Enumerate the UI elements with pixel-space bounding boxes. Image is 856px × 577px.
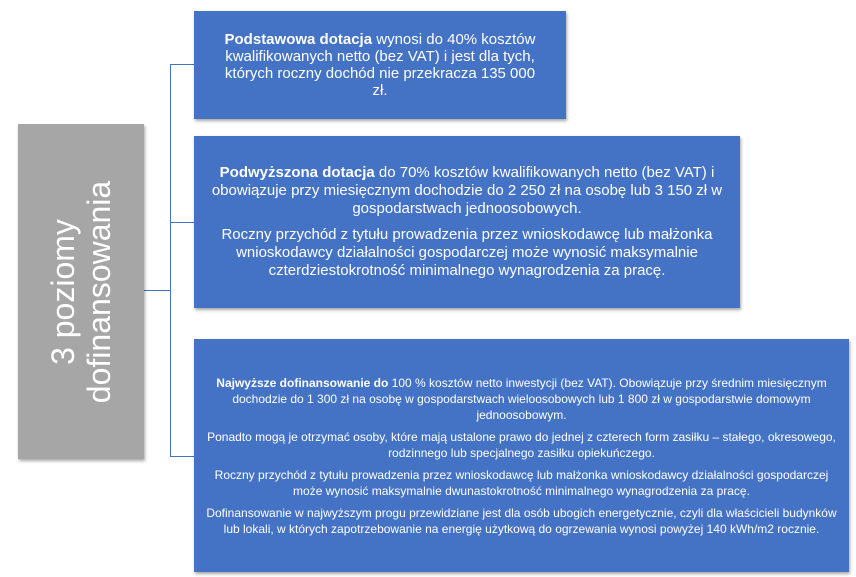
connector-branch-1 <box>170 64 194 65</box>
level-highest-paragraph-1 <box>204 375 839 423</box>
level-increased-paragraph-1 <box>204 164 730 218</box>
level-increased-text-1: do 70% kosztów kwalifikowanych netto (bez VAT) i obowiązuje przy miesięcznym dochodzie do 2 250 zł na osobę lub 3 150 zł w gospodarstwach jednoosobowych. <box>211 164 723 217</box>
root-label-line-1: 3 poziomy <box>45 218 81 365</box>
level-basic-paragraph <box>216 31 544 99</box>
level-increased-box <box>194 136 740 308</box>
root-node-label <box>45 180 117 402</box>
level-highest-box <box>194 339 849 572</box>
level-increased-text-2: Roczny przychód z tytułu prowadzenia przez wnioskodawcę lub małżonka wnioskodawcy działalności gospodarczej może wynosić maksymalnie czterdziestokrotność minimalnego wynagrodzenia za pracę. <box>221 226 713 279</box>
level-highest-text-2: Ponadto mogą je otrzymać osoby, które mają ustalone prawo do jednej z czterech form zasiłku – stałego, okresowego, rodzinnego lub specjalnego zasiłku opiekuńczego. <box>207 429 836 460</box>
level-basic-box <box>194 11 566 119</box>
connector-branch-3 <box>170 456 194 457</box>
level-highest-heading: Najwyższe dofinansowanie do <box>216 375 389 390</box>
level-basic-text: wynosi do 40% kosztów kwalifikowanych netto (bez VAT) i jest dla tych, których roczny dochód nie przekracza 135 000 zł. <box>224 31 536 99</box>
level-highest-text-1: 100 % kosztów netto inwestycji (bez VAT). Obowiązuje przy średnim miesięcznym dochodzie do 1 300 zł na osobę w gospodarstwach wieloosobowych lub 1 800 zł w gospodarstwie domowym jednoosobowym. <box>232 375 827 422</box>
connector-root-stub <box>144 290 171 291</box>
level-highest-paragraph-4 <box>204 505 839 537</box>
level-basic-heading: Podstawowa dotacja <box>224 31 373 48</box>
level-increased-heading: Podwyższona dotacja <box>219 164 375 181</box>
level-highest-text-4: Dofinansowanie w najwyższym progu przewidziane jest dla osób ubogich energetycznie, czyli dla właścicieli budynków lub lokali, w których zapotrzebowanie na energię użytkową do ogrzewania wynosi powyżej 140 kWh/m2 rocznie. <box>206 505 837 536</box>
level-increased-paragraph-2 <box>204 226 730 280</box>
connector-trunk <box>170 64 171 457</box>
level-highest-paragraph-3 <box>204 467 839 499</box>
root-label-line-2: dofinansowania <box>81 180 117 403</box>
level-highest-paragraph-2 <box>204 429 839 461</box>
root-node <box>18 124 144 459</box>
level-highest-text-3: Roczny przychód z tytułu prowadzenia przez wnioskodawcę lub małżonka wnioskodawcy działalności gospodarczej może wynosić maksymalnie dwunastokrotność minimalnego wynagrodzenia za pracę. <box>214 467 829 498</box>
connector-branch-2 <box>170 222 194 223</box>
